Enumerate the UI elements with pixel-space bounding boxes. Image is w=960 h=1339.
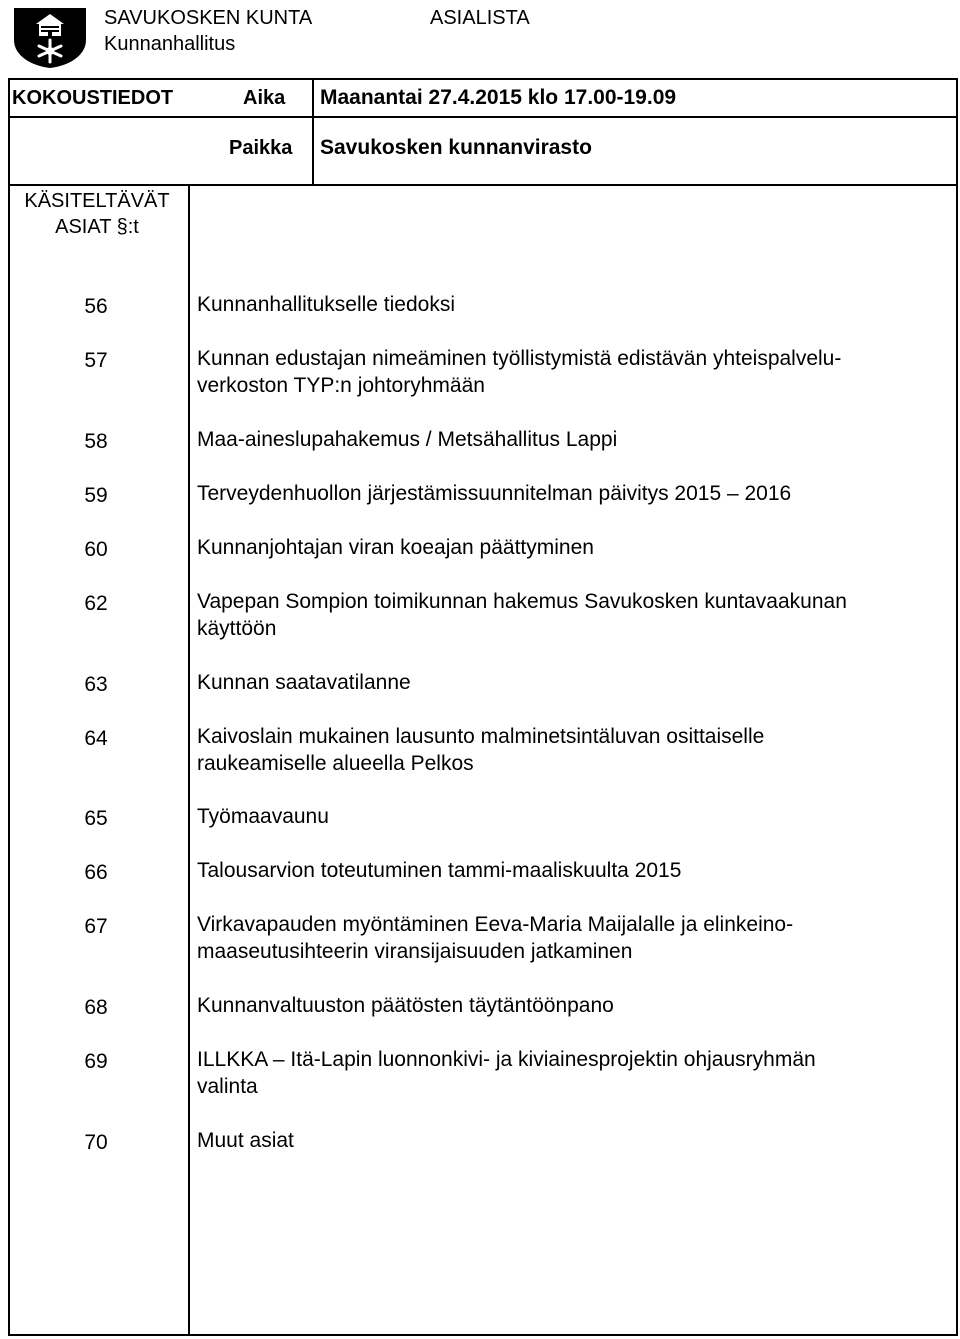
item-title: Kunnan saatavatilanne — [197, 671, 411, 694]
item-number: 60 — [84, 538, 108, 561]
document-type: ASIALISTA — [430, 7, 530, 29]
place-value: Savukosken kunnanvirasto — [320, 136, 592, 159]
item-number: 69 — [84, 1050, 108, 1073]
item-number: 64 — [84, 727, 108, 750]
place-label: Paikka — [229, 137, 293, 159]
organization-unit: Kunnanhallitus — [104, 33, 236, 55]
item-number: 67 — [84, 915, 108, 938]
agenda-column-divider — [188, 184, 190, 1336]
item-title: Kunnanvaltuuston päätösten täytäntöönpano — [197, 994, 614, 1017]
item-number: 58 — [84, 430, 108, 453]
item-title: Talousarvion toteutuminen tammi-maaliskuulta 2015 — [197, 859, 682, 882]
item-title: Virkavapauden myöntäminen Eeva-Maria Maijalalle ja elinkeino- maaseutusihteerin viransijaisuuden jatkaminen — [197, 913, 794, 963]
item-number: 56 — [84, 295, 108, 318]
item-title: Vapepan Sompion toimikunnan hakemus Savukosken kuntavaakunan käyttöön — [197, 590, 847, 640]
item-number: 66 — [84, 861, 108, 884]
item-title: ILLKKA – Itä-Lapin luonnonkivi- ja kiviainesprojektin ohjausryhmän valinta — [197, 1048, 816, 1098]
item-number: 57 — [84, 349, 108, 372]
item-title: Terveydenhuollon järjestämissuunnitelman päivitys 2015 – 2016 — [197, 482, 792, 505]
item-number: 70 — [84, 1131, 108, 1154]
item-number: 68 — [84, 996, 108, 1019]
item-number: 65 — [84, 807, 108, 830]
item-number: 59 — [84, 484, 108, 507]
item-title: Kunnan edustajan nimeäminen työllistymistä edistävän yhteispalvelu- verkoston TYP:n johtoryhmään — [197, 347, 842, 397]
item-title: Muut asiat — [197, 1129, 294, 1152]
time-value: Maanantai 27.4.2015 klo 17.00-19.09 — [320, 86, 677, 109]
meeting-section-label: KOKOUSTIEDOT — [12, 87, 174, 109]
item-number: 62 — [84, 592, 108, 615]
meeting-info-divider — [8, 184, 958, 186]
item-title: Kunnanhallitukselle tiedoksi — [197, 293, 455, 316]
item-title: Työmaavaunu — [197, 805, 329, 828]
meeting-value-divider — [312, 78, 314, 186]
time-label: Aika — [243, 87, 286, 109]
item-title: Maa-aineslupahakemus / Metsähallitus Lappi — [197, 428, 618, 451]
coat-of-arms-logo — [10, 4, 90, 70]
agenda-section-label: KÄSITELTÄVÄT ASIAT §:t — [24, 190, 170, 238]
organization-name: SAVUKOSKEN KUNTA — [104, 7, 313, 29]
item-title: Kunnanjohtajan viran koeajan päättyminen — [197, 536, 594, 559]
item-title: Kaivoslain mukainen lausunto malminetsintäluvan osittaiselle raukeamiselle alueella Pelkos — [197, 725, 765, 775]
item-number: 63 — [84, 673, 108, 696]
header-divider — [8, 116, 958, 118]
